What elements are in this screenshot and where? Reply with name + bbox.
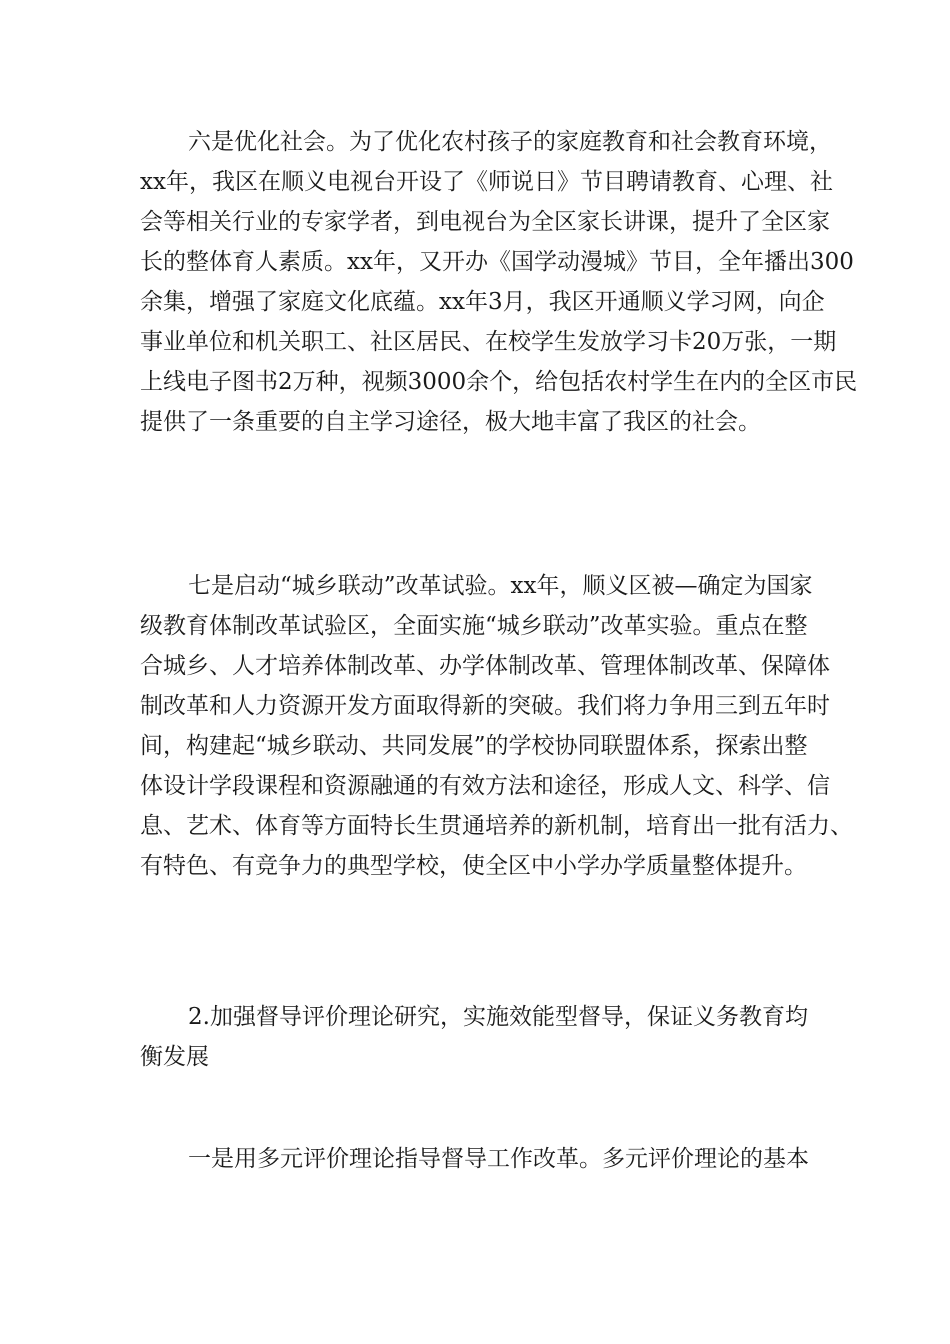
text-line: 衡发展 xyxy=(140,1044,209,1070)
text-line: 有特色、有竞争力的典型学校，使全区中小学办学质量整体提升。 xyxy=(140,853,807,879)
text-line: 余集，增强了家庭文化底蕴。xx年3月，我区开通顺义学习网，向企 xyxy=(140,289,825,315)
text-line: 息、艺术、体育等方面特长生贯通培养的新机制，培育出一批有活力、 xyxy=(140,813,853,839)
text-line: 上线电子图书2万种，视频3000余个，给包括农村学生在内的全区市民 xyxy=(140,369,858,395)
text-line: 提供了一条重要的自主学习途径，极大地丰富了我区的社会。 xyxy=(140,409,761,435)
text-line: 级教育体制改革试验区，全面实施“城乡联动”改革实验。重点在整 xyxy=(140,613,808,639)
text-line: 合城乡、人才培养体制改革、办学体制改革、管理体制改革、保障体 xyxy=(140,653,830,679)
text-line: 制改革和人力资源开发方面取得新的突破。我们将力争用三到五年时 xyxy=(140,693,830,719)
text-line: 体设计学段课程和资源融通的有效方法和途径，形成人文、科学、信 xyxy=(140,773,830,799)
text-line: 长的整体育人素质。xx年，又开办《国学动漫城》节目，全年播出300 xyxy=(140,249,854,275)
text-line: 一是用多元评价理论指导督导工作改革。多元评价理论的基本 xyxy=(188,1146,809,1172)
text-line: xx年，我区在顺义电视台开设了《师说日》节目聘请教育、心理、社 xyxy=(140,169,833,195)
text-line: 会等相关行业的专家学者，到电视台为全区家长讲课，提升了全区家 xyxy=(140,209,830,235)
text-line: 事业单位和机关职工、社区居民、在校学生发放学习卡20万张，一期 xyxy=(140,329,837,355)
text-line: 2.加强督导评价理论研究，实施效能型督导，保证义务教育均 xyxy=(188,1004,808,1030)
text-line: 七是启动“城乡联动”改革试验。xx年，顺义区被—确定为国家 xyxy=(188,573,813,599)
text-line: 间，构建起“城乡联动、共同发展”的学校协同联盟体系，探索出整 xyxy=(140,733,808,759)
text-line: 六是优化社会。为了优化农村孩子的家庭教育和社会教育环境， xyxy=(188,129,832,155)
